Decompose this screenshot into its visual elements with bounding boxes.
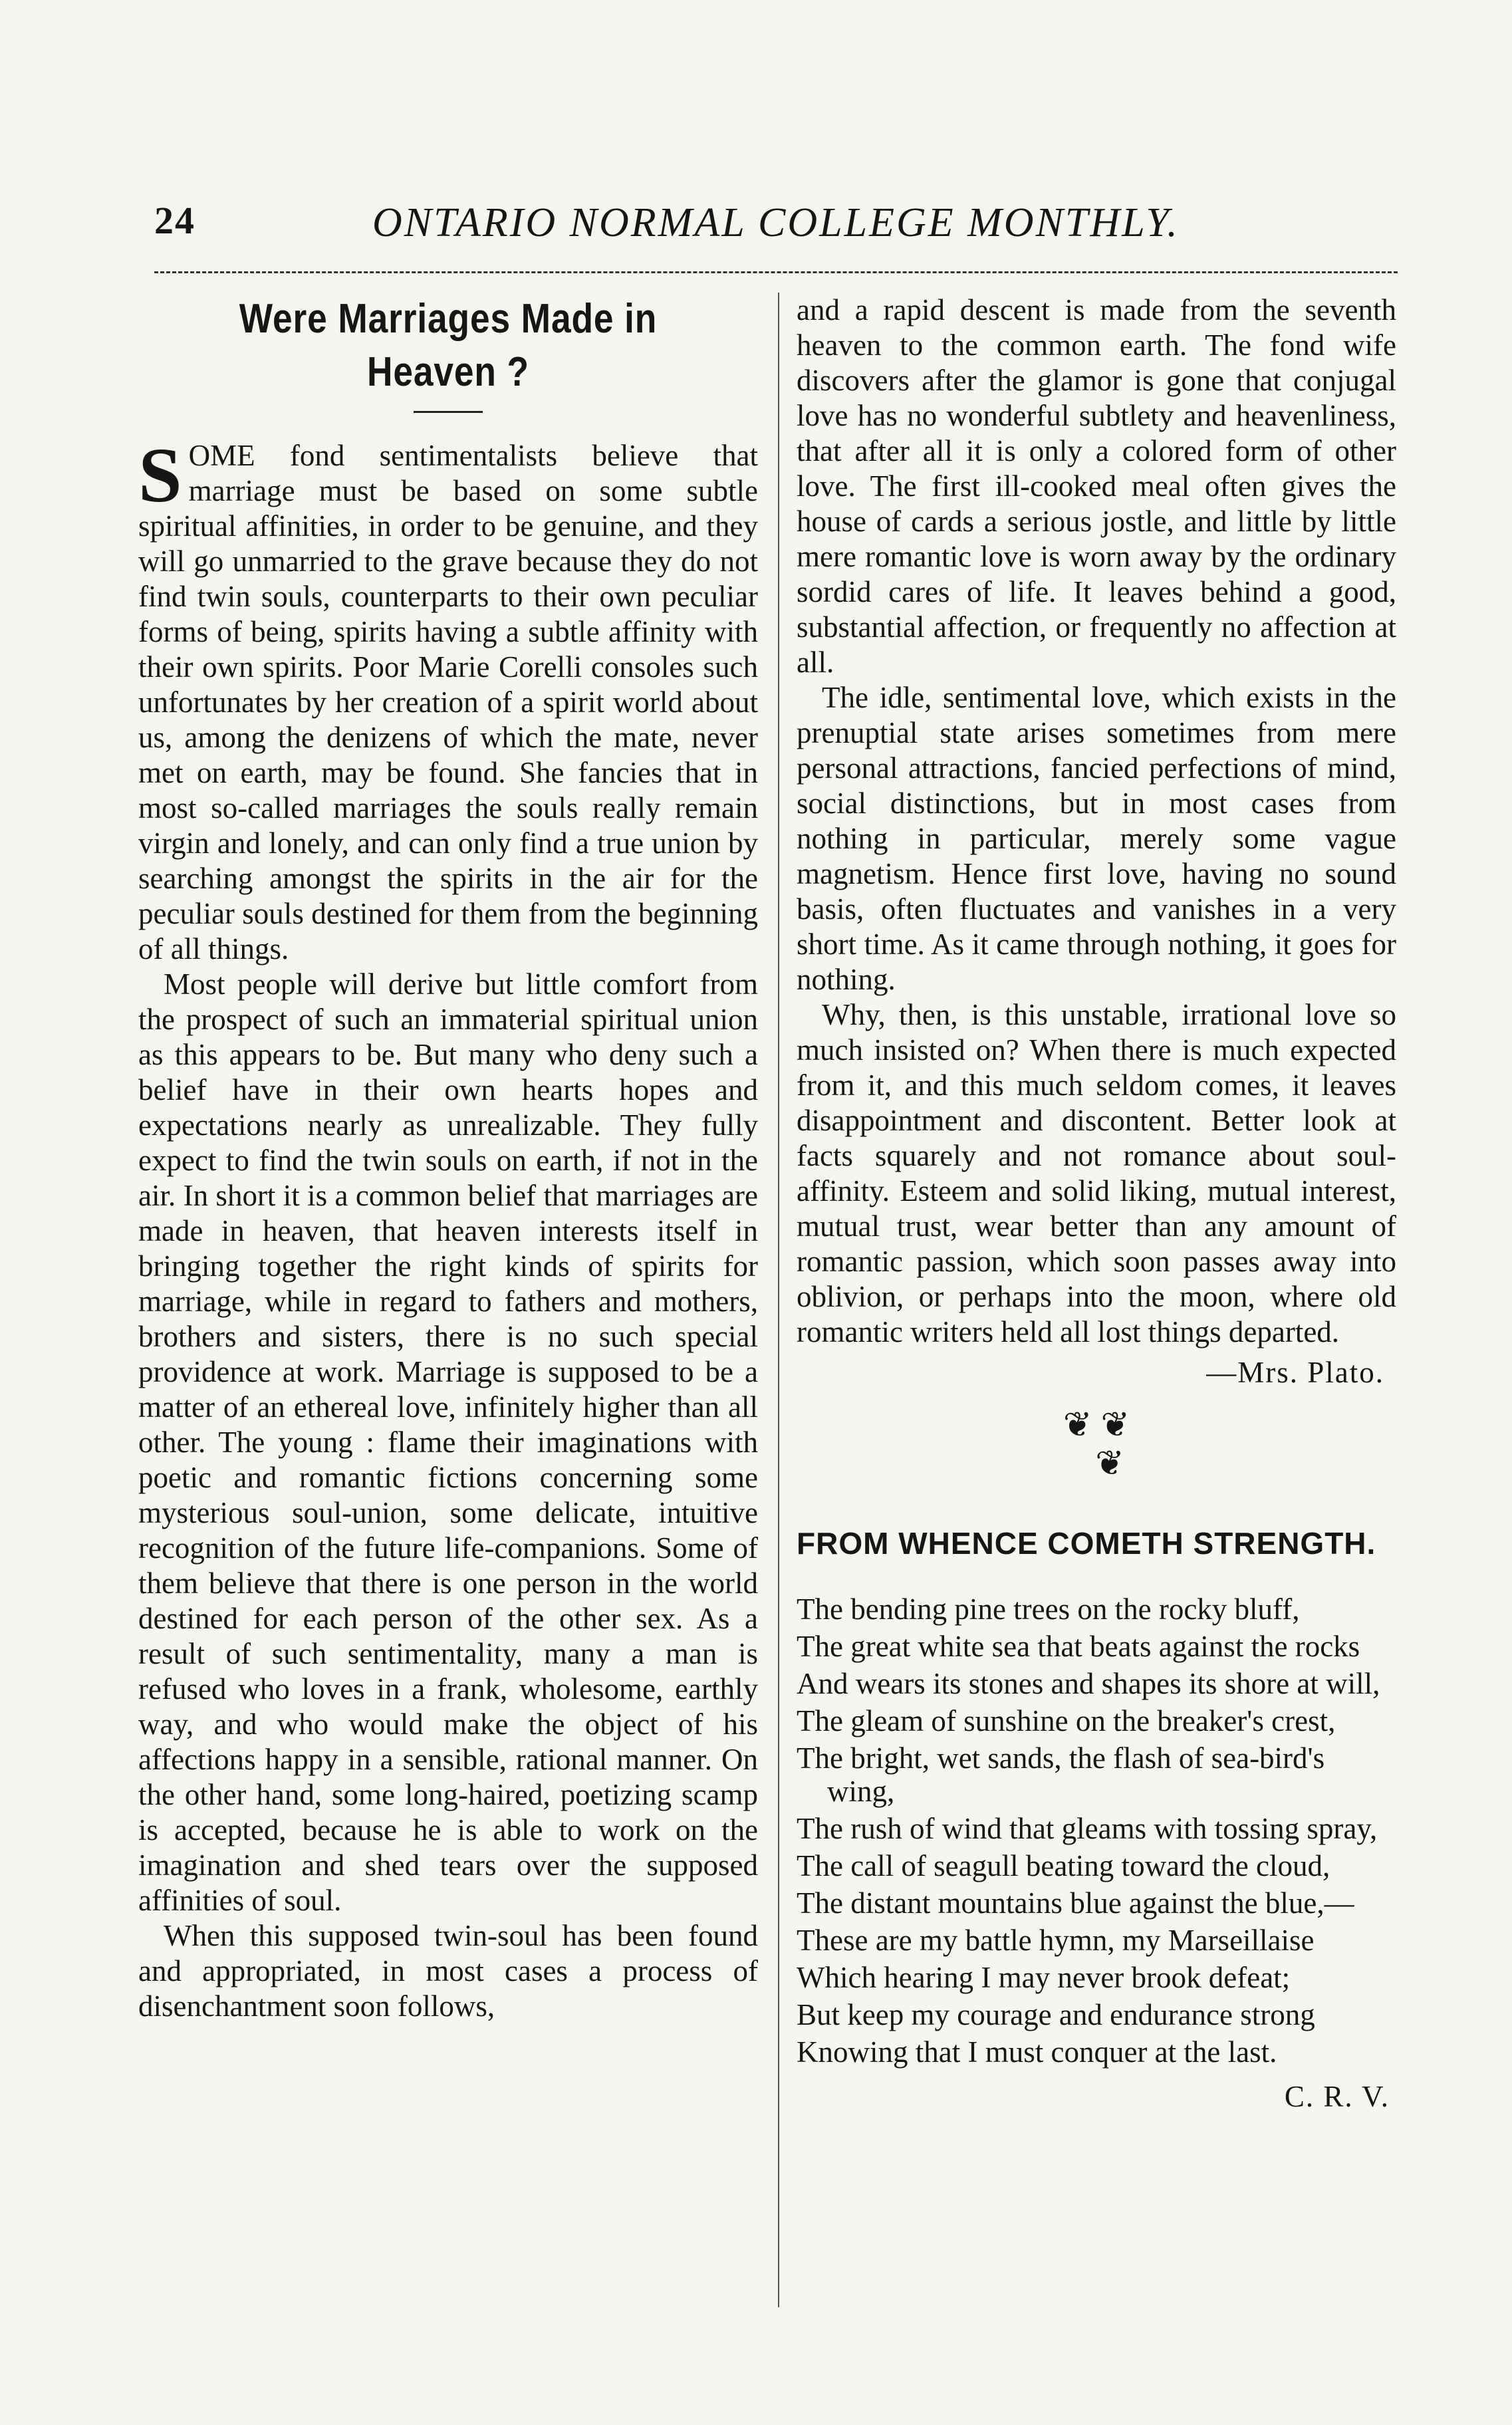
article-paragraph-2: Most people will derive but little comfort from the prospect of such an immaterial spiritual union as this appears to be. But many who deny such a belief have in their own hearts hopes and expectations nearly as unrealizable. They fully expect to find the twin souls on earth, if not in the air. In short it is a common belief that marriages are made in heaven, that heaven interests itself in bringing together the right kinds of spirits for marriage, while in regard to fathers and mothers, brothers and sisters, there is no such special providence at work. Marriage is supposed to be a matter of an ethereal love, infinitely higher than all other. The young : flame their imaginations with poetic and romantic fictions concerning some mysterious soul-union, some delicate, intuitive recognition of the future life-companions. Some of them believe that there is one person in the world destined for each person of the other sex. As a result of such sentimentality, many a man is refused who loves in a frank, wholesome, earthly way, and who would make the object of his affections happy in a sensible, rational manner. On the other hand, some long-haired, poetizing scamp is accepted, because he is able to work on the imagination and shed tears over the supposed affinities of soul.	[138, 967, 758, 1917]
article-signature: —Mrs. Plato.	[1206, 1356, 1384, 1389]
fleuron-ornament-icon: ❦	[1063, 1406, 1092, 1444]
poem-line: The call of seagull beating toward the cloud,	[797, 1849, 1330, 1882]
poem-line: The rush of wind that gleams with tossing spray,	[797, 1812, 1378, 1845]
article-paragraph-1	[138, 432, 758, 967]
page-number: 24	[154, 199, 195, 242]
poem-line: The bright, wet sands, the flash of sea-bird's wing,	[797, 1741, 1325, 1808]
article-paragraph-5: Why, then, is this unstable, irrational love so much insisted on? When there is much expected from it, and this much seldom comes, it leaves disappointment and discontent. Better look at facts squarely and not romance about soul-affinity. Esteem and solid liking, mutual interest, mutual trust, wear better than any amount of romantic passion, which soon passes away into oblivion, or perhaps into the moon, where old romantic writers held all lost things departed.	[797, 998, 1396, 1348]
fleuron-ornament-icon: ❦	[1095, 1445, 1124, 1483]
title-rule	[414, 411, 483, 413]
poem-line: These are my battle hymn, my Marseillaise	[797, 1924, 1315, 1957]
article-paragraph-3-start: When this supposed twin-soul has been found and appropriated, in most cases a process of disenchantment soon follows,	[138, 1919, 758, 2023]
poem-title: FROM WHENCE COMETH STRENGTH.	[797, 1526, 1376, 1561]
header-rule	[154, 271, 1398, 273]
poem-line: Knowing that I must conquer at the last.	[797, 2035, 1277, 2069]
ornament	[797, 1406, 1396, 1483]
article-paragraph-4: The idle, sentimental love, which exists in the prenuptial state arises sometimes from mere personal attractions, fancied perfections of mind, social distinctions, but in most cases from nothing in particular, merely some vague magnetism. Hence first love, having no sound basis, often fluctuates and vanishes in a very short time. As it came through nothing, it goes for nothing.	[797, 681, 1396, 996]
drop-cap: S	[138, 432, 182, 519]
fleuron-ornament-icon: ❦	[1100, 1406, 1130, 1444]
running-head: ONTARIO NORMAL COLLEGE MONTHLY.	[372, 200, 1180, 245]
paragraph-text: OME fond sentimentalists believe that marriage must be based on some subtle spiritual affinities, in order to be genuine, and they will go unmarried to the grave because they do not find twin souls, counterparts to their own peculiar forms of being, spirits having a subtle affinity with their own spirits. Poor Marie Corelli consoles such unfortunates by her creation of a spirit world about us, among the denizens of which the mate, never met on earth, may be found. She fancies that in most so-called marriages the souls really remain virgin and lonely, and can only find a true union by searching amongst the spirits in the air for the peculiar souls destined for them from the beginning of all things.	[138, 439, 758, 965]
poem-line: The gleam of sunshine on the breaker's crest,	[797, 1704, 1336, 1737]
poem-line: But keep my courage and endurance strong	[797, 1998, 1315, 2031]
poem-line: The great white sea that beats against the rocks	[797, 1630, 1360, 1663]
poem-line: Which hearing I may never brook defeat;	[797, 1961, 1291, 1994]
article-paragraph-3-cont: and a rapid descent is made from the seventh heaven to the common earth. The fond wife discovers after the glamor is gone that conjugal love has no wonderful subtlety and heavenliness, that after all it is only a colored form of other love. The first ill-cooked meal often gives the house of cards a serious jostle, and little by little mere romantic love is worn away by the ordinary sordid cares of life. It leaves behind a good, substantial affection, or frequently no affection at all.	[797, 293, 1396, 679]
right-column	[797, 293, 1396, 2114]
poem-line: The distant mountains blue against the blue,—	[797, 1886, 1354, 1920]
poem-line: The bending pine trees on the rocky bluff,	[797, 1593, 1300, 1626]
left-column	[138, 293, 758, 2024]
poem-line: And wears its stones and shapes its shore at will,	[797, 1667, 1380, 1700]
poem-body	[797, 1593, 1396, 2069]
column-divider	[778, 293, 779, 2307]
poem-signature: C. R. V.	[1284, 2080, 1390, 2113]
article-title: Were Marriages Made in Heaven ?	[239, 296, 658, 395]
